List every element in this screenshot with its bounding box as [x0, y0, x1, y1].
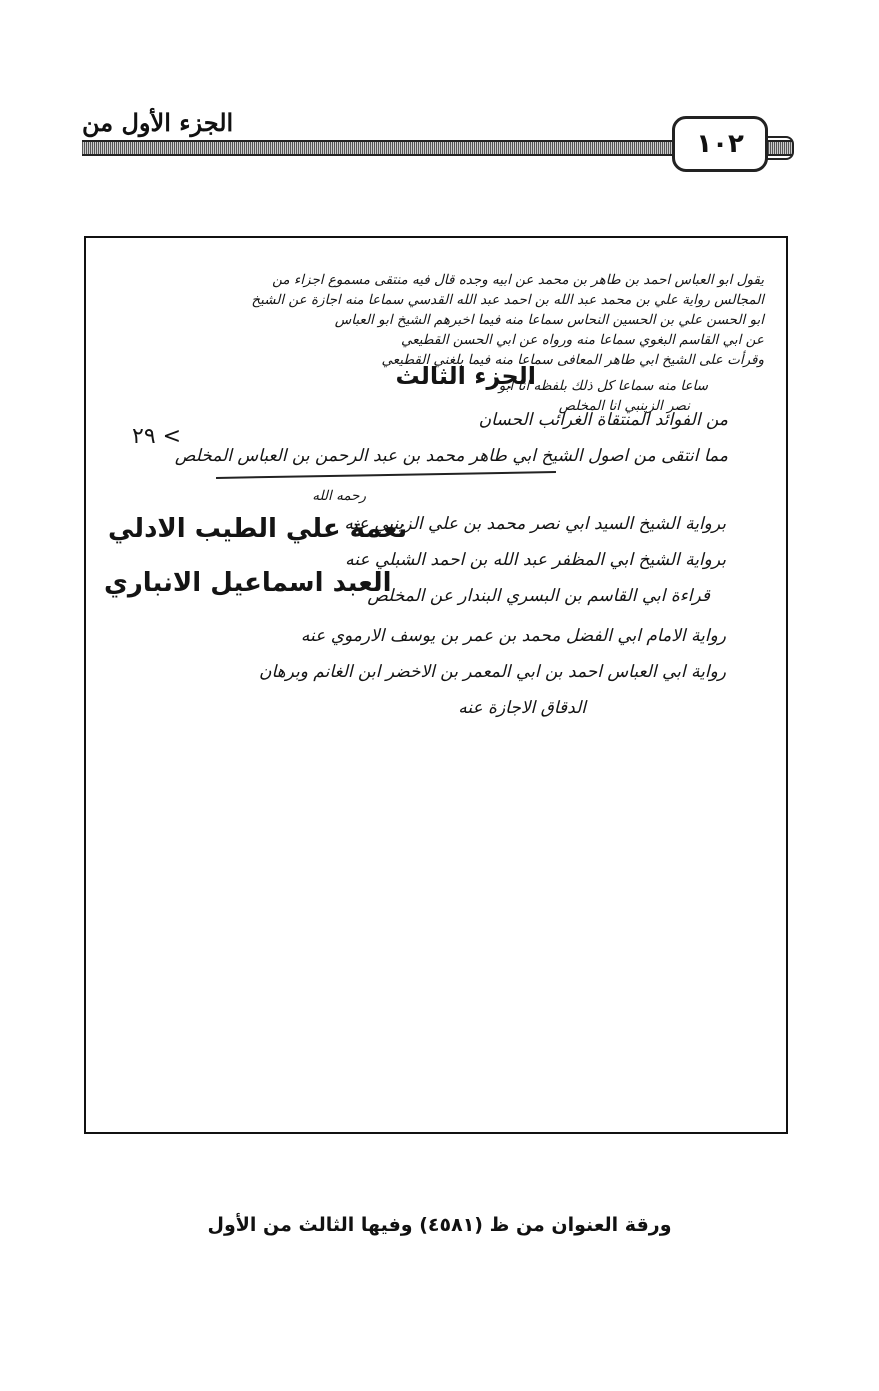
manuscript-chain-line: رواية الامام ابي الفضل محمد بن عمر بن يوسف الارموي عنه	[300, 626, 726, 646]
manuscript-blurb-line: وقرأت على الشيخ ابي طاهر المعافى سماعا منه فيما بلغني القطيعي	[381, 352, 764, 368]
manuscript-chain-line: رواية ابي العباس احمد بن ابي المعمر بن الاخضر ابن الغانم وبرهان	[258, 662, 726, 682]
manuscript-chain-line: برواية الشيخ ابي المظفر عبد الله بن احمد الشبلي عنه	[345, 550, 726, 570]
manuscript-title-line: من الفوائد المنتقاة الغرائب الحسان	[478, 410, 728, 430]
manuscript-blurb-line: يقول ابو العباس احمد بن طاهر بن محمد عن ابيه وجده قال فيه منتقى مسموع اجزاء من	[272, 272, 764, 288]
manuscript-part-title: الجزء الثالث	[395, 362, 536, 390]
manuscript-small-line: رحمه الله	[312, 488, 366, 504]
manuscript-sub-note: نصر الزينبي انا المخلص	[558, 398, 690, 414]
running-title: الجزء الأول من	[82, 108, 234, 137]
manuscript-blurb-line: ابو الحسن علي بن الحسين النحاس سماعا منه فيما اخبرهم الشيخ ابو العباس	[334, 312, 764, 328]
manuscript-chain-line: الدقاق الاجازة عنه	[458, 698, 586, 718]
manuscript-image	[84, 236, 788, 1134]
manuscript-blurb-line: المجالس رواية علي بن محمد عبد الله بن احمد عبد الله القدسي سماعا منه اجازة عن الشيخ	[251, 292, 764, 308]
underline-stroke	[216, 471, 556, 479]
folio-mark: ٢٩ <	[132, 424, 182, 449]
manuscript-side-note: العبد اسماعيل الانباري	[104, 568, 392, 598]
manuscript-blurb-line: عن ابي القاسم البغوي سماعا منه ورواه عن ابي الحسن القطيعي	[400, 332, 764, 348]
page-number: ١٠٢	[672, 116, 768, 172]
manuscript-chain-line: قراءة ابي القاسم بن البسري البندار عن المخلص	[367, 586, 710, 606]
manuscript-chain-line: برواية الشيخ السيد ابي نصر محمد بن علي الزينبي عنه	[344, 514, 726, 534]
manuscript-side-note: نعمة علي الطيب الادلي	[108, 514, 408, 544]
manuscript-source-line: مما انتقى من اصول الشيخ ابي طاهر محمد بن عبد الرحمن بن العباس المخلص	[174, 446, 728, 466]
figure-caption: ورقة العنوان من ظ (٤٥٨١) وفيها الثالث من الأول	[207, 1214, 672, 1236]
manuscript-blurb-line: ساعا منه سماعا كل ذلك بلفظه انا ابو	[498, 378, 708, 394]
